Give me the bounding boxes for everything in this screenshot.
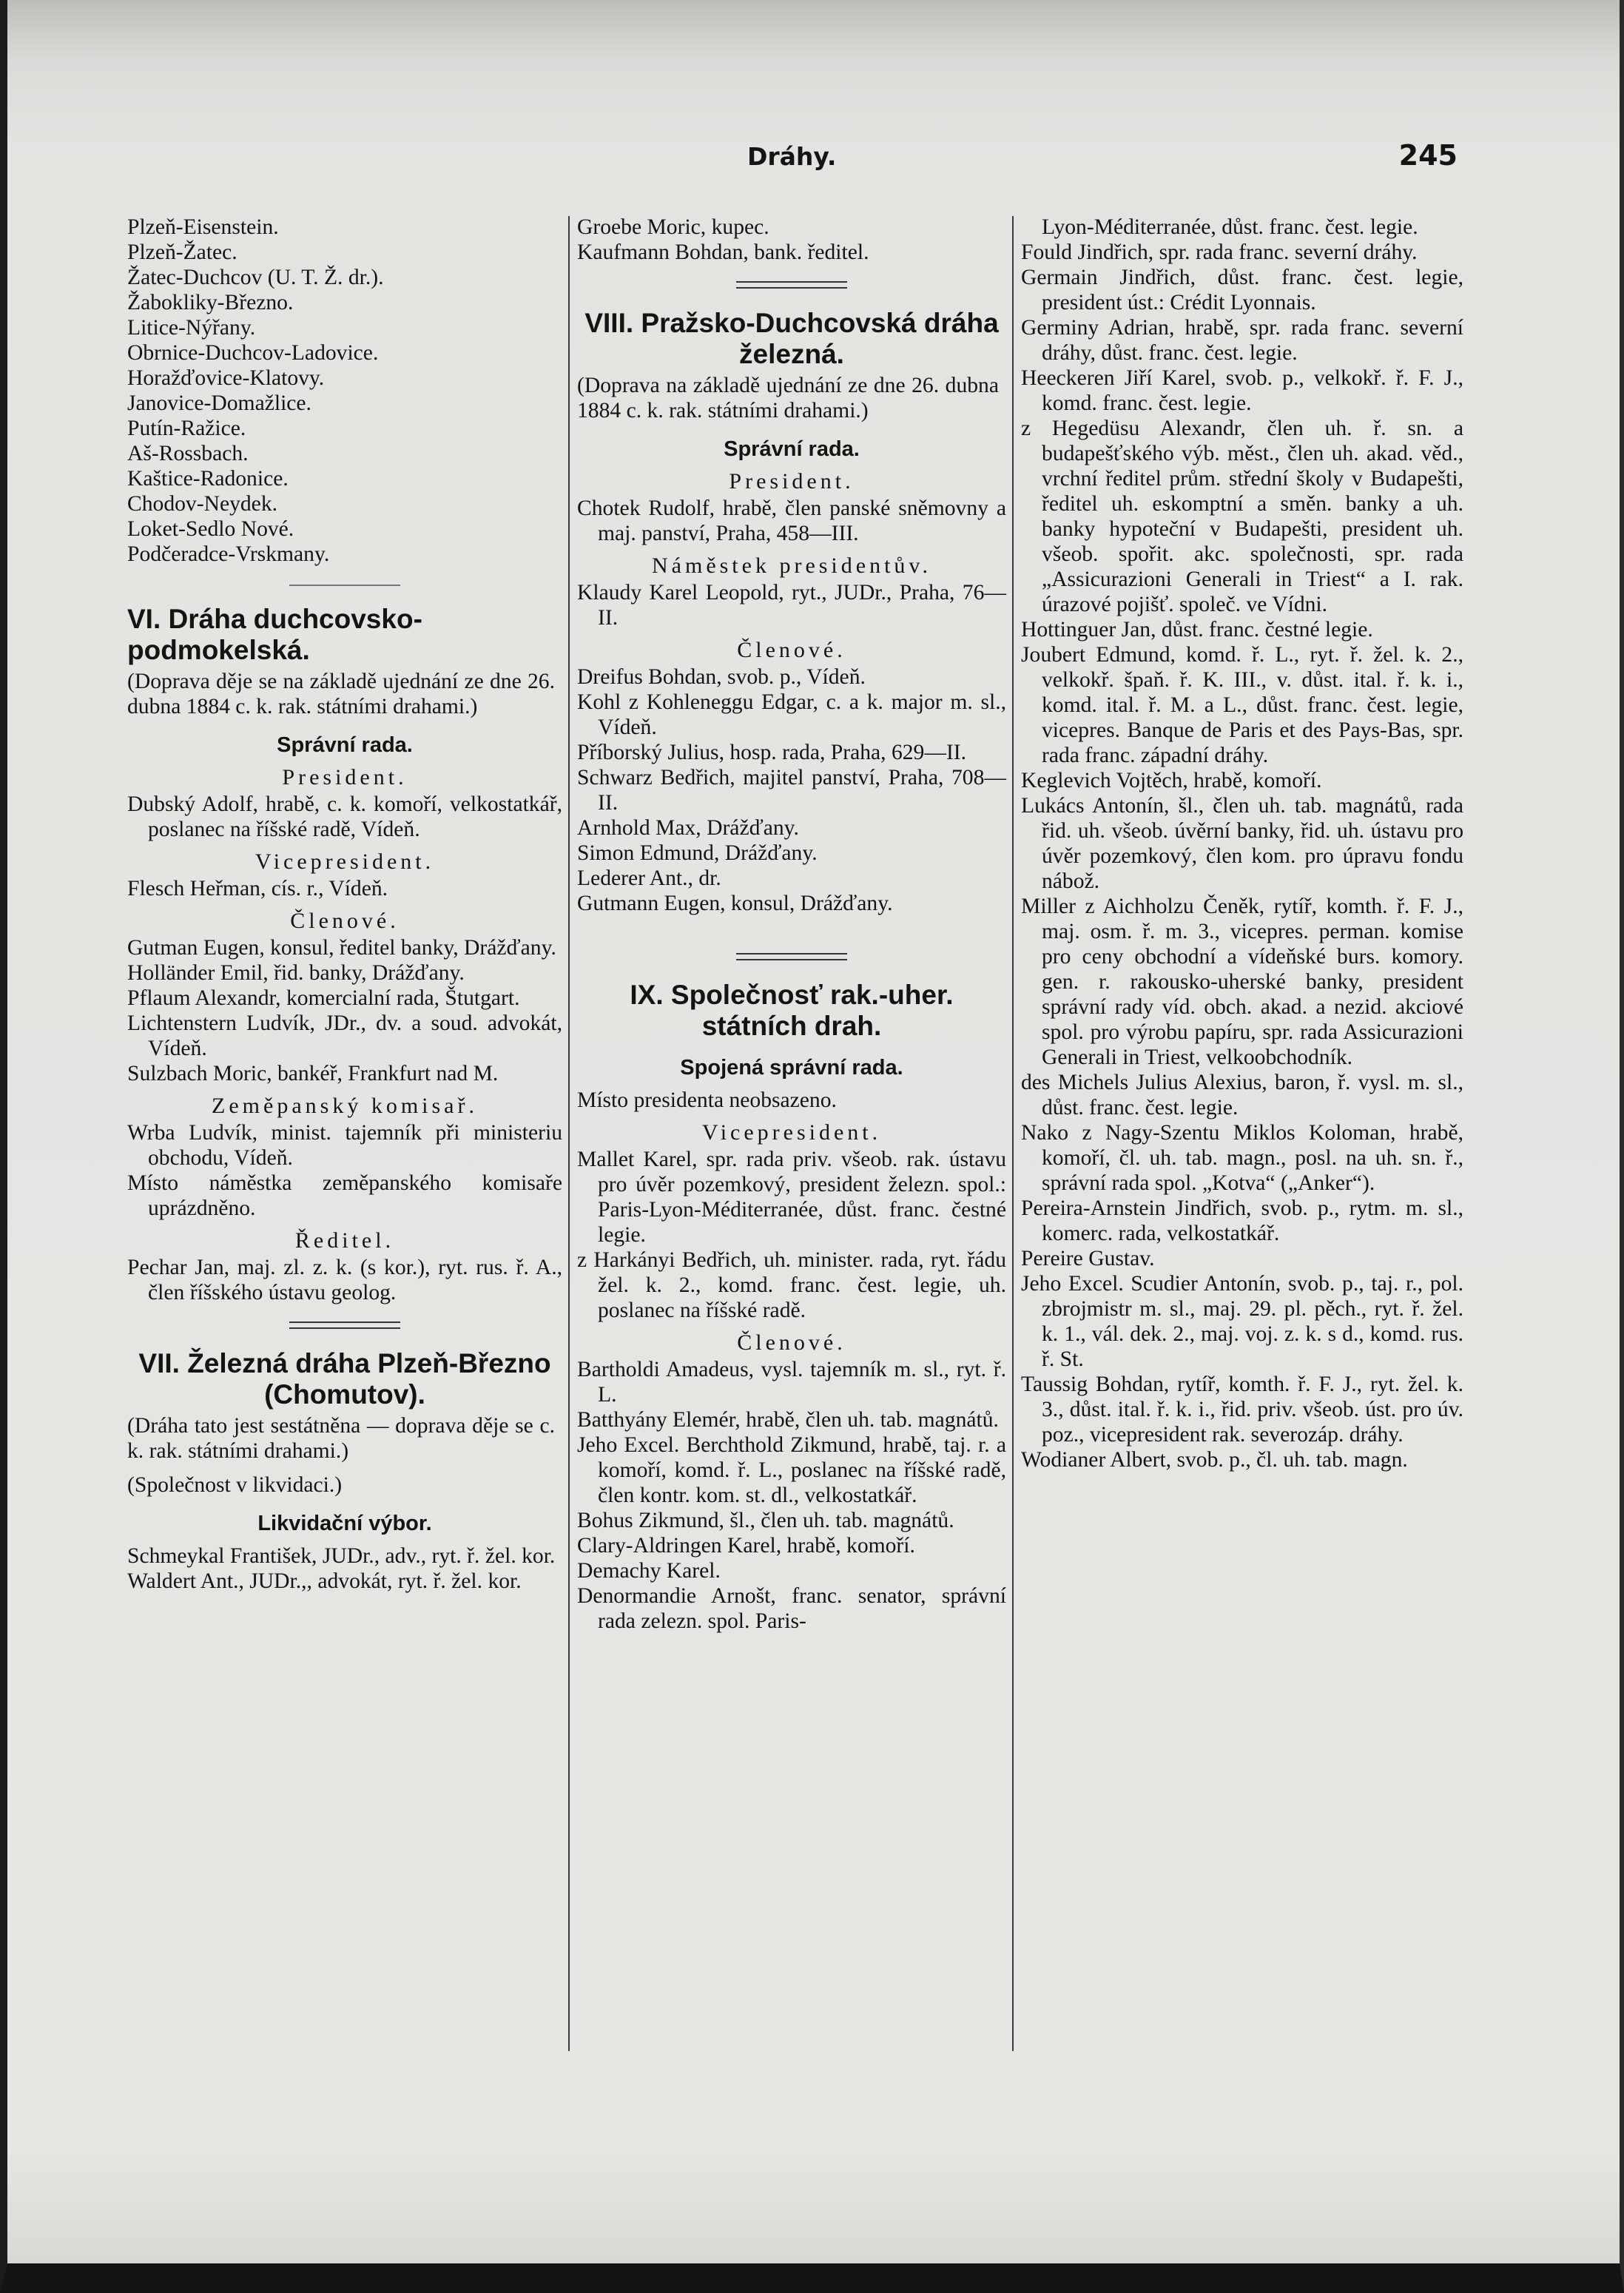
page-number: 245 — [1398, 139, 1458, 172]
role-label: Vicepresident. — [701, 1120, 882, 1145]
person-entry: Dreifus Bohdan, svob. p., Vídeň. — [577, 665, 866, 689]
person-entry: Kohl z Kohleneggu Edgar, c. a k. major m. sl., Vídeň. — [577, 690, 1006, 739]
route-line: Aš-Rossbach. — [127, 442, 249, 465]
route-line: Podčeradce-Vrskmany. — [127, 542, 330, 566]
person-entry: Germain Jindřich, důst. franc. čest. legie, president úst.: Crédit Lyonnais. — [1021, 266, 1463, 314]
person-entry: Dubský Adolf, hrabě, c. k. komoří, velkostatkář, poslanec na říšské radě, Vídeň. — [127, 792, 562, 841]
person-entry: Keglevich Vojtěch, hrabě, komoří. — [1021, 769, 1322, 792]
route-line: Kaštice-Radonice. — [127, 467, 289, 491]
column-divider-right — [1012, 216, 1014, 2051]
person-entry: Demachy Karel. — [577, 1559, 721, 1583]
role-label: President. — [282, 765, 408, 789]
column-left — [127, 215, 562, 1594]
person-entry: z Harkányi Bedřich, uh. minister. rada, ryt. řádu žel. k. 2., komd. franc. čest. legie, uh. poslanec na říšské radě. — [577, 1248, 1006, 1322]
section-divider — [736, 281, 847, 289]
person-entry: Lyon-Méditerranée, důst. franc. čest. legie. — [1042, 215, 1418, 239]
role-label: Ředitel. — [294, 1228, 395, 1253]
section-note: (Dráha tato jest sestátněna — doprava děje se c. k. rak. státními drahami.) — [127, 1414, 555, 1463]
section-title-vi: VI. Dráha duchcovsko-podmokelská. — [127, 604, 422, 665]
section-title-vii: VII. Železná dráha Plzeň-Březno (Chomutov). — [138, 1348, 551, 1410]
person-entry: Fould Jindřich, spr. rada franc. severní dráhy. — [1021, 240, 1418, 264]
person-entry: Bohus Zikmund, šl., člen uh. tab. magnátů. — [577, 1509, 954, 1532]
role-label: Členové. — [290, 909, 400, 933]
person-entry: Taussig Bohdan, rytíř, komth. ř. F. J., ryt. žel. k. 3., důst. ital. ř. k. i., řid. priv. všeob. úst. pro úv. poz., vicepresident rak. severozáp. dráhy. — [1021, 1373, 1463, 1447]
person-entry: Pflaum Alexandr, komercialní rada, Štutgart. — [127, 986, 520, 1010]
role-label: President. — [729, 469, 855, 494]
person-entry: Clary-Aldringen Karel, hrabě, komoří. — [577, 1534, 915, 1558]
route-line: Plzeň-Eisenstein. — [127, 215, 279, 239]
role-label: Členové. — [737, 638, 846, 662]
person-entry: Hottinguer Jan, důst. franc. čestné legie. — [1021, 618, 1373, 642]
person-entry: Jeho Excel. Berchthold Zikmund, hrabě, taj. r. a komoří, komd. ř. L., poslanec na říšské radě, člen kontr. kom. st. dl., velkostatkář. — [577, 1433, 1006, 1507]
person-entry: Kaufmann Bohdan, bank. ředitel. — [577, 240, 869, 264]
subheading: Likvidační výbor. — [257, 1512, 432, 1535]
running-header: Dráhy. — [747, 142, 837, 171]
person-entry: Miller z Aichholzu Čeněk, rytíř, komth. ř. F. J., maj. osm. ř. m. 3., vicepres. perman. komise pro ceny obchodní a vídeňské burs. komory. gen. r. rakousko-uherské banky, president správní rady víd. obch. akad. a nezid. akciové spol. pro výrobu papíru, spr. rada Assicurazioni Generali in Triest, velkoobchodník. — [1021, 895, 1463, 1069]
route-line: Loket-Sedlo Nové. — [127, 517, 294, 541]
person-entry: Příborský Julius, hosp. rada, Praha, 629—II. — [577, 741, 967, 764]
role-label: Náměstek presidentův. — [652, 553, 931, 578]
person-entry: z Hegedüsu Alexandr, člen uh. ř. sn. a budapešťského výb. měst., člen uh. akad. věd., vrchní ředitel prům. střední školy v Budapešti, ředitel uh. eskomptní a směn. banky a uh. banky hypoteční v Budapešti, president uh. všeob. spořit. akc. společnosti, spr. rada „Assicurazioni Generali in Triest“ a I. rak. úrazové pojišť. společ. ve Vídni. — [1021, 417, 1463, 616]
person-entry: Lederer Ant., dr. — [577, 866, 721, 890]
person-entry: Flesch Heřman, cís. r., Vídeň. — [127, 877, 388, 900]
role-label: Členové. — [737, 1330, 846, 1355]
person-entry: Gutman Eugen, konsul, ředitel banky, Drážďany. — [127, 936, 556, 960]
person-entry: Lukács Antonín, šl., člen uh. tab. magnátů, rada řid. uh. všeob. úvěrní banky, řid. uh. ústavu pro úvěr pozemkový, člen kom. pro úpravu fondu nábož. — [1021, 794, 1463, 893]
route-line: Janovice-Domažlice. — [127, 391, 311, 415]
person-entry: Gutmann Eugen, konsul, Drážďany. — [577, 892, 893, 915]
route-line: Horažďovice-Klatovy. — [127, 366, 325, 390]
person-entry: Pereira-Arnstein Jindřich, svob. p., rytm. m. sl., komerc. rada, velkostatkář. — [1021, 1196, 1463, 1245]
person-entry: Místo náměstka zeměpanského komisaře uprázdněno. — [127, 1171, 562, 1220]
route-line: Litice-Nýřany. — [127, 316, 256, 340]
person-entry: des Michels Julius Alexius, baron, ř. vysl. m. sl., důst. franc. čest. legie. — [1021, 1071, 1463, 1119]
person-entry: Arnhold Max, Drážďany. — [577, 816, 799, 840]
route-line: Žatec-Duchcov (U. T. Ž. dr.). — [127, 266, 384, 289]
person-entry: Nako z Nagy-Szentu Miklos Koloman, hrabě, komoří, čl. uh. tab. magn., posl. na uh. sn. ř., správní rada spol. „Kotva“ („Anker“). — [1021, 1121, 1463, 1195]
person-entry: Heeckeren Jiří Karel, svob. p., velkokř. ř. F. J., komd. franc. čest. legie. — [1021, 366, 1463, 415]
person-entry: Pereire Gustav. — [1021, 1247, 1155, 1270]
person-entry: Sulzbach Moric, bankéř, Frankfurt nad M. — [127, 1062, 499, 1085]
person-entry: Simon Edmund, Drážďany. — [577, 841, 818, 865]
person-entry: Bartholdi Amadeus, vysl. tajemník m. sl., ryt. ř. L. — [577, 1358, 1006, 1407]
person-entry: Wrba Ludvík, minist. tajemník při ministeriu obchodu, Vídeň. — [127, 1121, 562, 1170]
person-entry: Klaudy Karel Leopold, ryt., JUDr., Praha, 76—II. — [577, 581, 1006, 630]
person-entry: Místo presidenta neobsazeno. — [577, 1088, 837, 1112]
section-divider — [736, 953, 847, 960]
person-entry: Pechar Jan, maj. zl. z. k. (s kor.), ryt. rus. ř. A., člen říšského ústavu geolog. — [127, 1256, 562, 1304]
role-label: Vicepresident. — [255, 849, 435, 874]
column-divider-left — [568, 216, 570, 2051]
route-line: Žabokliky-Březno. — [127, 291, 294, 314]
person-entry: Joubert Edmund, komd. ř. L., ryt. ř. žel. k. 2., velkokř. špaň. ř. K. III., v. důst. ital. ř. k. i., komd. ital. ř. M. a L., důst. franc. čest. legie, vicepres. Banque de Paris et des Pays-Bas, spr. rada franc. západní dráhy. — [1021, 643, 1463, 767]
section-title-viii: VIII. Pražsko-Duchcovská dráha železná. — [584, 308, 999, 369]
column-middle — [577, 215, 1006, 1634]
subheading: Správní rada. — [277, 733, 413, 757]
subheading: Správní rada. — [724, 437, 860, 461]
person-entry: Mallet Karel, spr. rada priv. všeob. rak. ústavu pro úvěr pozemkový, president železn. spol.: Paris-Lyon-Méditerranée, důst. franc. čestné legie. — [577, 1148, 1006, 1247]
route-line: Putín-Ražice. — [127, 417, 246, 440]
person-entry: Holländer Emil, řid. banky, Drážďany. — [127, 961, 465, 985]
person-entry: Schmeykal František, JUDr., adv., ryt. ř. žel. kor. — [127, 1544, 556, 1568]
person-entry: Jeho Excel. Scudier Antonín, svob. p., taj. r., pol. zbrojmistr m. sl., maj. 29. pl. pěch., ryt. ř. žel. k. 1., vál. dek. 2., maj. voj. z. k. s d., komd. rus. ř. St. — [1021, 1272, 1463, 1371]
person-entry: Groebe Moric, kupec. — [577, 215, 769, 239]
person-entry: Denormandie Arnošt, franc. senator, správní rada zelezn. spol. Paris- — [577, 1584, 1006, 1633]
person-entry: Batthyány Elemér, hrabě, člen uh. tab. magnátů. — [577, 1408, 999, 1432]
route-line: Chodov-Neydek. — [127, 492, 278, 516]
person-entry: Wodianer Albert, svob. p., čl. uh. tab. magn. — [1021, 1448, 1408, 1472]
role-label: Zeměpanský komisař. — [212, 1094, 478, 1118]
section-divider — [289, 585, 400, 586]
person-entry: Chotek Rudolf, hrabě, člen panské sněmovny a maj. panství, Praha, 458—III. — [577, 496, 1006, 545]
route-line: Plzeň-Žatec. — [127, 240, 237, 264]
person-entry: Schwarz Bedřich, majitel panství, Praha, 708—II. — [577, 766, 1006, 815]
route-line: Obrnice-Duchcov-Ladovice. — [127, 341, 379, 365]
section-divider — [289, 1321, 400, 1329]
section-note: (Doprava na základě ujednání ze dne 26. dubna 1884 c. k. rak. státními drahami.) — [577, 374, 999, 422]
section-note: (Společnost v likvidaci.) — [127, 1473, 343, 1497]
section-note: (Doprava děje se na základě ujednání ze dne 26. dubna 1884 c. k. rak. státními drahami.) — [127, 670, 555, 718]
subheading: Spojená správní rada. — [680, 1056, 903, 1080]
person-entry: Lichtenstern Ludvík, JDr., dv. a soud. advokát, Vídeň. — [127, 1011, 562, 1060]
person-entry: Waldert Ant., JUDr.,, advokát, ryt. ř. žel. kor. — [127, 1569, 522, 1593]
section-title-ix: IX. Společnosť rak.-uher. státních drah. — [630, 980, 954, 1041]
column-right — [1021, 215, 1463, 1472]
person-entry: Germiny Adrian, hrabě, spr. rada franc. severní dráhy, důst. franc. čest. legie. — [1021, 316, 1463, 365]
